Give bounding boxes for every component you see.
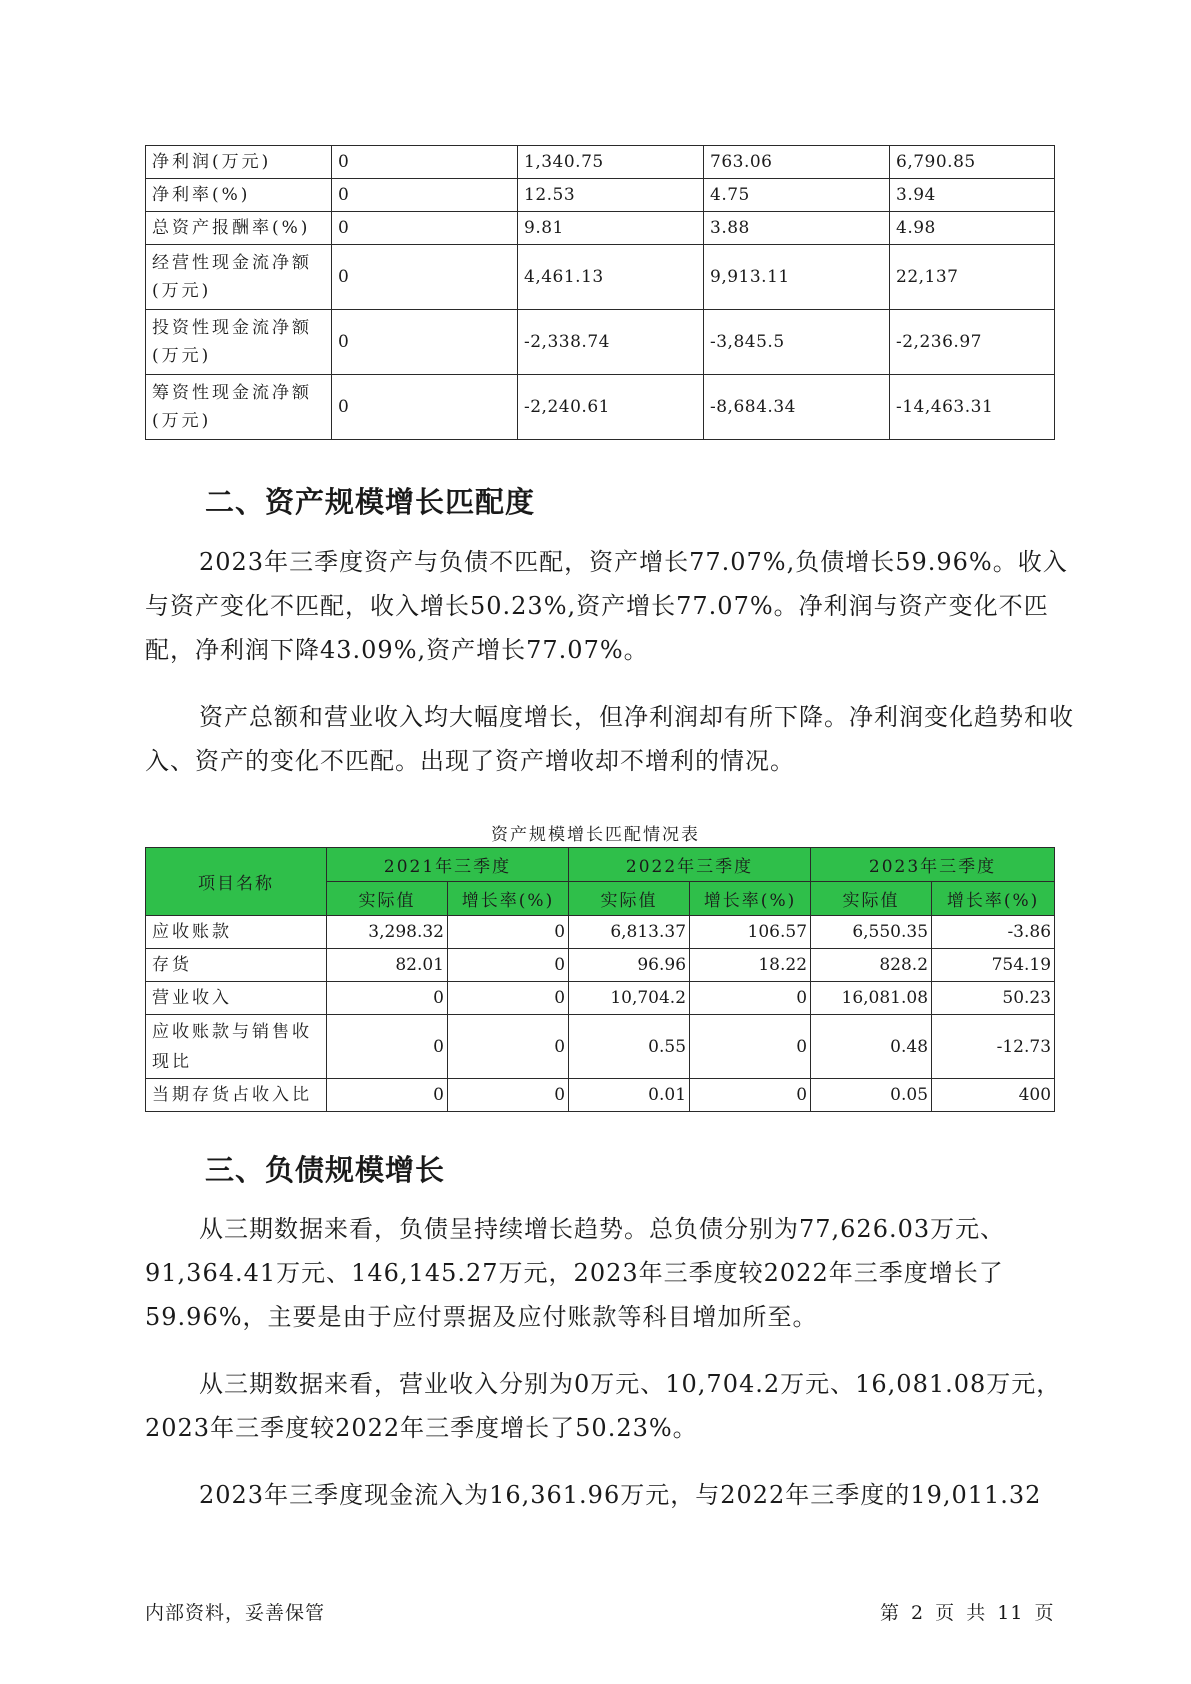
section-heading-liability-growth: 三、负债规模增长: [205, 1153, 446, 1187]
cell-value: 0: [332, 179, 518, 212]
paragraph: 2023年三季度现金流入为16,361.96万元，与2022年三季度的19,011.32: [199, 1481, 1042, 1509]
cell-value: 6,813.37: [569, 916, 690, 949]
table-caption: 资产规模增长匹配情况表: [491, 825, 700, 845]
table-row: [146, 982, 1055, 1015]
cell-value: 4,461.13: [518, 245, 704, 310]
table-row: [146, 1015, 1055, 1079]
column-header-item: 项目名称: [146, 848, 327, 916]
cell-value: 1,340.75: [518, 146, 704, 179]
cell-value: 6,790.85: [890, 146, 1055, 179]
table-row: [146, 375, 1055, 440]
cell-value: 0: [690, 982, 811, 1015]
cell-value: 400: [932, 1079, 1055, 1112]
cell-value: 0: [327, 1079, 448, 1112]
cell-value: 0: [332, 310, 518, 375]
row-label: 营业收入: [146, 982, 327, 1015]
cell-value: -2,240.61: [518, 375, 704, 440]
cell-value: -14,463.31: [890, 375, 1055, 440]
row-label: 应收账款: [146, 916, 327, 949]
paragraph: 从三期数据来看，负债呈持续增长趋势。总负债分别为77,626.03万元、91,364.41万元、146,145.27万元，2023年三季度较2022年三季度增长了59.96%，主要是由于应付票据及应付账款等科目增加所至。: [145, 1215, 1006, 1331]
cell-value: -2,338.74: [518, 310, 704, 375]
table-row: [146, 310, 1055, 375]
cell-value: 0: [327, 982, 448, 1015]
table-row: [146, 179, 1055, 212]
cell-value: 4.98: [890, 212, 1055, 245]
row-label: 应收账款与销售收现比: [146, 1015, 327, 1079]
cell-value: 763.06: [704, 146, 890, 179]
cell-value: 106.57: [690, 916, 811, 949]
table-row: [146, 1079, 1055, 1112]
cell-value: -8,684.34: [704, 375, 890, 440]
cell-value: -2,236.97: [890, 310, 1055, 375]
row-label: 投资性现金流净额(万元): [146, 310, 332, 375]
row-label: 当期存货占收入比: [146, 1079, 327, 1112]
row-label: 净利润(万元): [146, 146, 332, 179]
row-label: 存货: [146, 949, 327, 982]
cell-value: 9,913.11: [704, 245, 890, 310]
cell-value: 0: [690, 1015, 811, 1079]
cell-value: 0: [332, 212, 518, 245]
cell-value: 0: [448, 916, 569, 949]
column-header-growth: 增长率(%): [448, 882, 569, 916]
cell-value: 12.53: [518, 179, 704, 212]
cell-value: 3.94: [890, 179, 1055, 212]
cell-value: 3.88: [704, 212, 890, 245]
cell-value: 0.01: [569, 1079, 690, 1112]
cell-value: 0: [690, 1079, 811, 1112]
row-label: 净利率(%): [146, 179, 332, 212]
header-row: [146, 848, 1055, 882]
cell-value: 0: [448, 1015, 569, 1079]
row-label: 筹资性现金流净额(万元): [146, 375, 332, 440]
row-label: 总资产报酬率(%): [146, 212, 332, 245]
cell-value: 0: [448, 982, 569, 1015]
cell-value: -3,845.5: [704, 310, 890, 375]
section-heading-asset-growth: 二、资产规模增长匹配度: [205, 485, 536, 519]
cell-value: 0.48: [811, 1015, 932, 1079]
cell-value: 0: [332, 375, 518, 440]
column-header-growth: 增长率(%): [690, 882, 811, 916]
column-header-growth: 增长率(%): [932, 882, 1055, 916]
column-header-actual: 实际值: [811, 882, 932, 916]
financial-metrics-table: [145, 145, 1055, 440]
cell-value: 4.75: [704, 179, 890, 212]
cell-value: 6,550.35: [811, 916, 932, 949]
cell-value: 0: [448, 1079, 569, 1112]
footer-page-number: 第 2 页 共 11 页: [880, 1602, 1055, 1624]
cell-value: 828.2: [811, 949, 932, 982]
asset-growth-match-table: [145, 847, 1055, 1112]
cell-value: 0: [332, 146, 518, 179]
table-row: [146, 212, 1055, 245]
table-row: [146, 245, 1055, 310]
cell-value: 0.05: [811, 1079, 932, 1112]
table-row: [146, 146, 1055, 179]
paragraph: 2023年三季度资产与负债不匹配，资产增长77.07%,负债增长59.96%。收入与资产变化不匹配，收入增长50.23%,资产增长77.07%。净利润与资产变化不匹配，净利润下降43.09%,资产增长77.07%。: [145, 548, 1068, 664]
table-row: [146, 916, 1055, 949]
column-header-period: 2021年三季度: [327, 848, 569, 882]
cell-value: 96.96: [569, 949, 690, 982]
cell-value: 16,081.08: [811, 982, 932, 1015]
cell-value: 754.19: [932, 949, 1055, 982]
column-header-period: 2022年三季度: [569, 848, 811, 882]
cell-value: 82.01: [327, 949, 448, 982]
cell-value: -3.86: [932, 916, 1055, 949]
column-header-actual: 实际值: [569, 882, 690, 916]
cell-value: 10,704.2: [569, 982, 690, 1015]
cell-value: -12.73: [932, 1015, 1055, 1079]
paragraph: 从三期数据来看，营业收入分别为0万元、10,704.2万元、16,081.08万元，2023年三季度较2022年三季度增长了50.23%。: [145, 1370, 1062, 1442]
cell-value: 0.55: [569, 1015, 690, 1079]
table-row: [146, 949, 1055, 982]
column-header-period: 2023年三季度: [811, 848, 1055, 882]
cell-value: 3,298.32: [327, 916, 448, 949]
cell-value: 0: [448, 949, 569, 982]
cell-value: 50.23: [932, 982, 1055, 1015]
footer-confidential-note: 内部资料，妥善保管: [145, 1602, 326, 1624]
cell-value: 0: [327, 1015, 448, 1079]
cell-value: 0: [332, 245, 518, 310]
column-header-actual: 实际值: [327, 882, 448, 916]
cell-value: 9.81: [518, 212, 704, 245]
paragraph: 资产总额和营业收入均大幅度增长，但净利润却有所下降。净利润变化趋势和收入、资产的变化不匹配。出现了资产增收却不增利的情况。: [145, 703, 1074, 775]
cell-value: 18.22: [690, 949, 811, 982]
cell-value: 22,137: [890, 245, 1055, 310]
row-label: 经营性现金流净额(万元): [146, 245, 332, 310]
